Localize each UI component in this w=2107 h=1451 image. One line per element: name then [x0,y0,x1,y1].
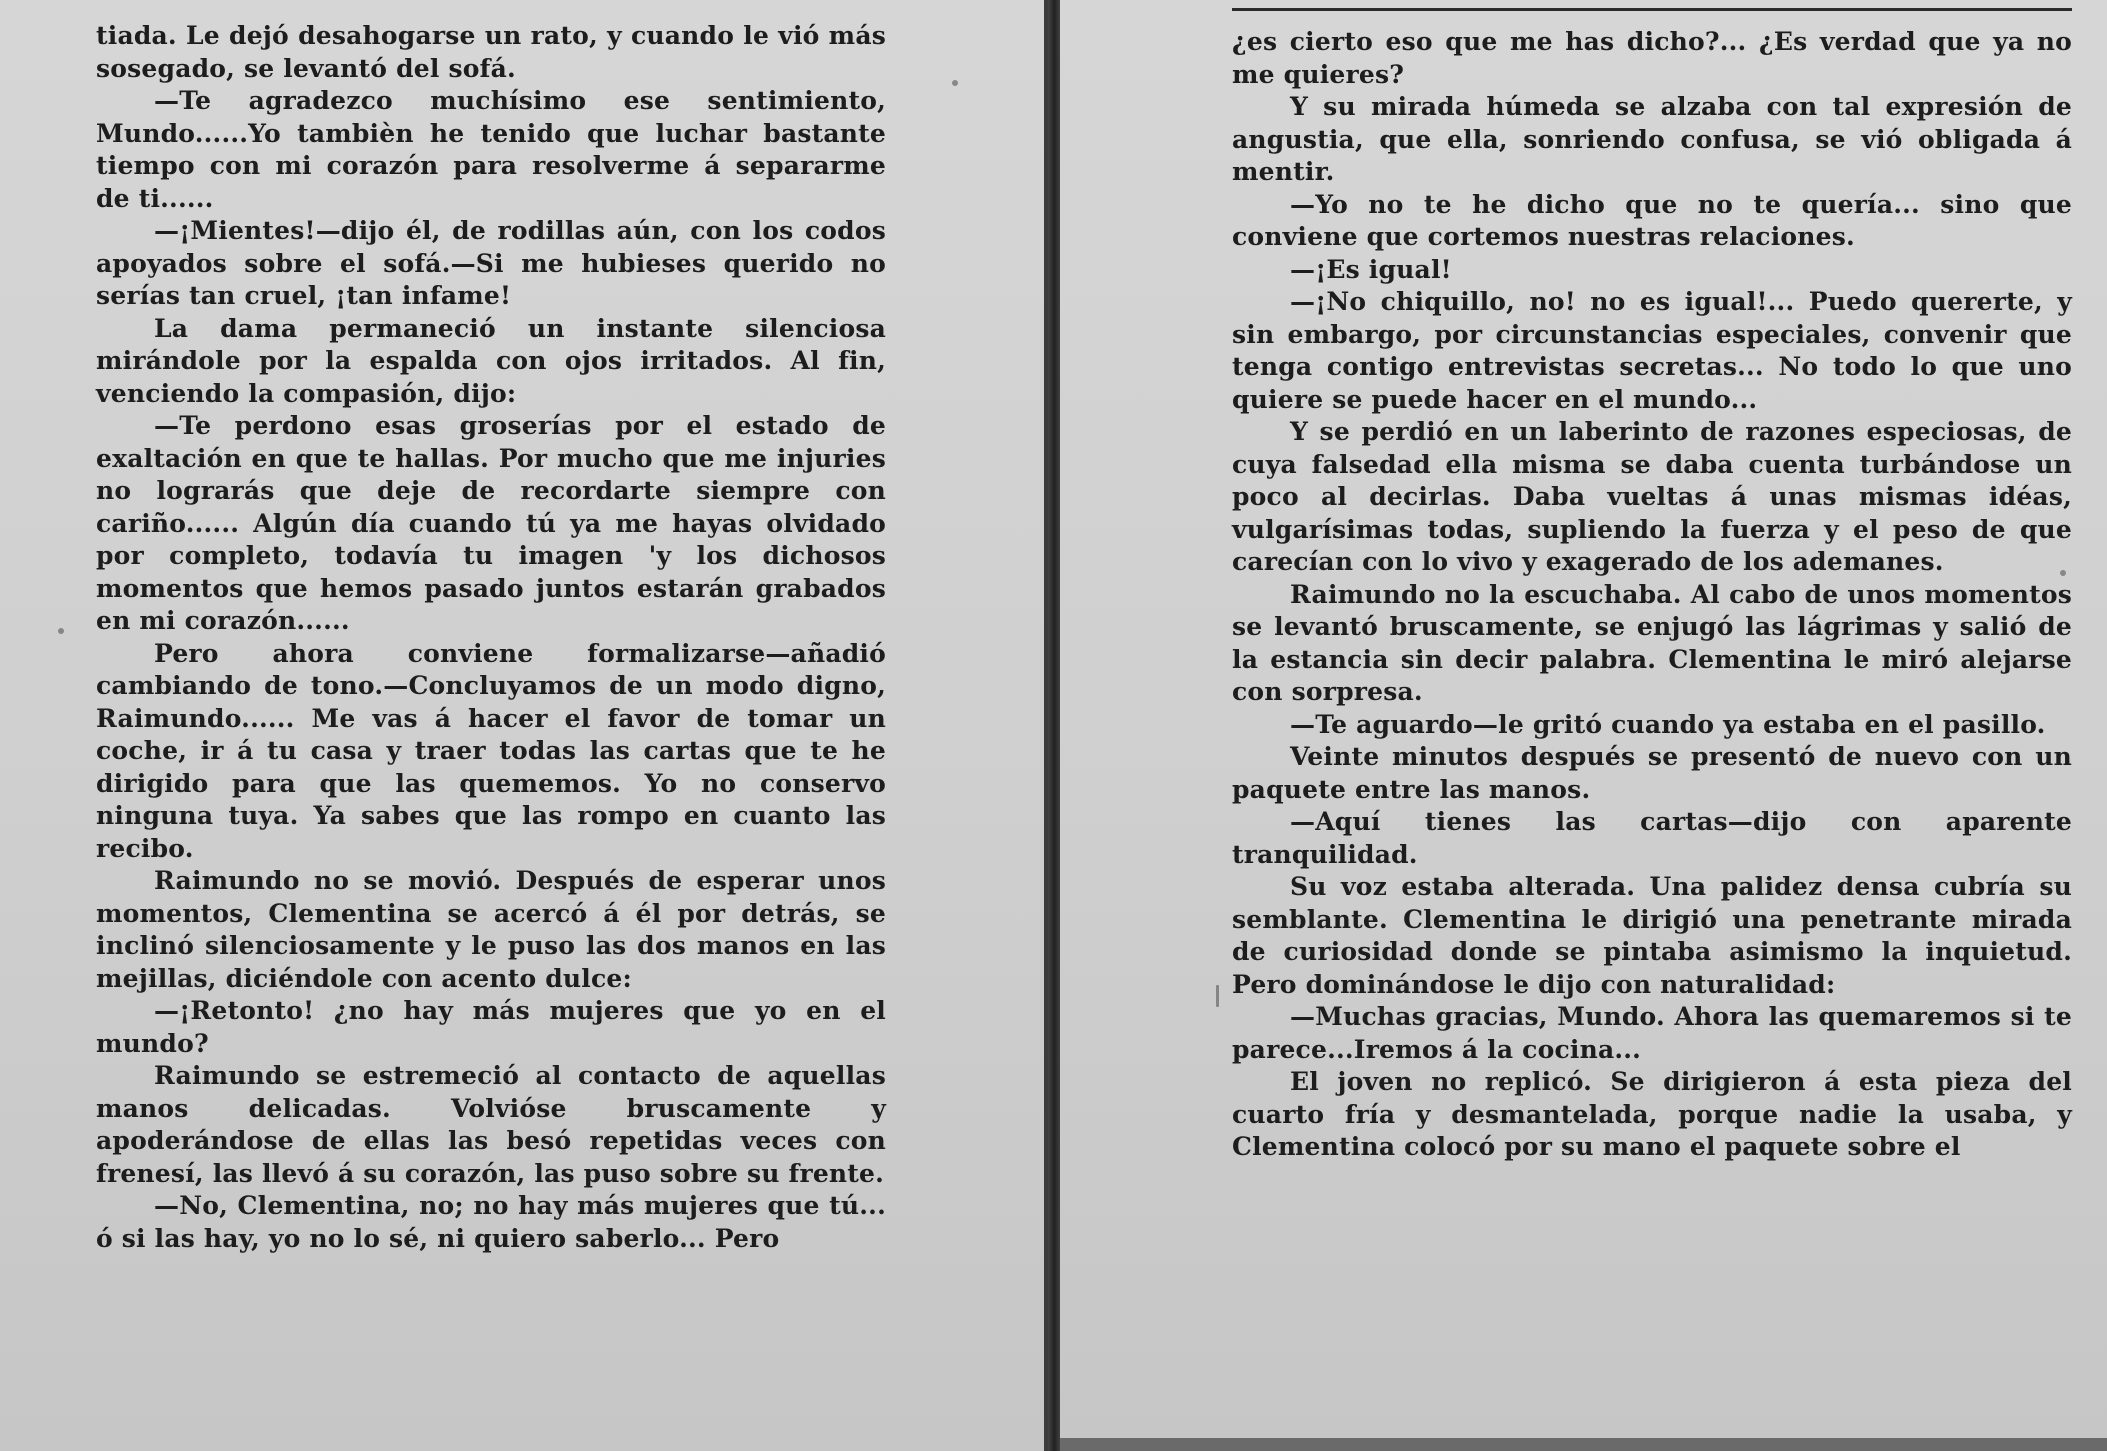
paragraph: —Te agradezco muchísimo ese sentimiento, Mundo......Yo tambièn he tenido que luchar bastante tiempo con mi corazón para resolverme á separarme de ti...... [96,86,886,213]
paragraph: —¡Retonto! ¿no hay más mujeres que yo en el mundo? [96,996,886,1058]
right-page [1060,0,2107,1451]
paper-speck [2060,570,2066,576]
paragraph: —Te aguardo—le gritó cuando ya estaba en el pasillo. [1290,709,2046,739]
paragraph: Veinte minutos después se presentó de nuevo con un paquete entre las manos. [1232,742,2072,804]
paragraph: —¡Mientes!—dijo él, de rodillas aún, con los codos apoyados sobre el sofá.—Si me hubieses querido no serías tan cruel, ¡tan infame! [96,216,886,310]
right-page-text [1232,26,2072,1164]
paragraph: La dama permaneció un instante silenciosa mirándole por la espalda con ojos irritados. Al fin, venciendo la compasión, dijo: [96,313,886,408]
margin-mark [1216,985,1219,1007]
left-page [0,0,1050,1451]
paragraph: Pero ahora conviene formalizarse—añadió cambiando de tono.—Concluyamos de un modo digno, Raimundo...... Me vas á hacer el favor de tomar un coche, ir á tu casa y traer todas las cartas que te he dirigido para que las quememos. Yo no conservo ninguna tuya. Ya sabes que las rompo en cuanto las recibo. [96,638,886,863]
paragraph: Raimundo se estremeció al contacto de aquellas manos delicadas. Volvióse bruscamente y apoderándose de ellas las besó repetidas veces con frenesí, las llevó á su corazón, las puso sobre su frente. [96,1061,886,1188]
top-rule [1232,8,2072,11]
page-edge [1060,1438,2107,1451]
paragraph: El joven no replicó. Se dirigieron á esta pieza del cuarto fría y desmantelada, porque nadie la usaba, y Clementina colocó por su mano el paquete sobre el [1232,1067,2072,1161]
paragraph: Y se perdió en un laberinto de razones especiosas, de cuya falsedad ella misma se daba cuenta turbándose un poco al decirlas. Daba vueltas á unas mismas idéas, vulgarísimas todas, supliendo la fuerza y el peso de que carecían con lo vivo y exagerado de los ademanes. [1232,417,2072,576]
paper-speck [952,80,958,86]
paragraph: —Muchas gracias, Mundo. Ahora las quemaremos si te parece...Iremos á la cocina... [1232,1002,2072,1064]
paragraph: —¡No chiquillo, no! no es igual!... Puedo quererte, y sin embargo, por circunstancias especiales, convenir que tenga contigo entrevistas secretas... No todo lo que uno quiere se puede hacer en el mundo... [1232,287,2072,414]
paragraph: —¡Es igual! [1290,254,1452,284]
left-page-text [96,20,886,1255]
paragraph: —No, Clementina, no; no hay más mujeres que tú... ó si las hay, yo no lo sé, ni quiero saberlo... Pero [96,1191,886,1253]
paragraph: Su voz estaba alterada. Una palidez densa cubría su semblante. Clementina le dirigió una penetrante mirada de curiosidad donde se pintaba asimismo la inquietud. Pero dominándose le dijo con naturalidad: [1232,872,2072,999]
paragraph: —Aquí tienes las cartas—dijo con aparente tranquilidad. [1232,807,2072,869]
paragraph: Raimundo no se movió. Después de esperar unos momentos, Clementina se acercó á él por detrás, se inclinó silenciosamente y le puso las dos manos en las mejillas, diciéndole con acento dulce: [96,866,886,993]
paragraph: ¿es cierto eso que me has dicho?... ¿Es verdad que ya no me quieres? [1232,27,2072,89]
paragraph: Raimundo no la escuchaba. Al cabo de unos momentos se levantó bruscamente, se enjugó las lágrimas y salió de la estancia sin decir palabra. Clementina le miró alejarse con sorpresa. [1232,579,2072,706]
paragraph: tiada. Le dejó desahogarse un rato, y cuando le vió más sosegado, se levantó del sofá. [96,21,886,83]
paragraph: Y su mirada húmeda se alzaba con tal expresión de angustia, que ella, sonriendo confusa, se vió obligada á mentir. [1232,92,2072,186]
paragraph: —Yo no te he dicho que no te quería... sino que conviene que cortemos nuestras relaciones. [1232,189,2072,251]
paragraph: —Te perdono esas groserías por el estado de exaltación en que te hallas. Por mucho que me injuries no lograrás que deje de recordarte siempre con cariño...... Algún día cuando tú ya me hayas olvidado por completo, todavía tu imagen 'y los dichosos momentos que hemos pasado juntos estarán grabados en mi corazón...... [96,411,886,635]
paper-speck [58,628,64,634]
